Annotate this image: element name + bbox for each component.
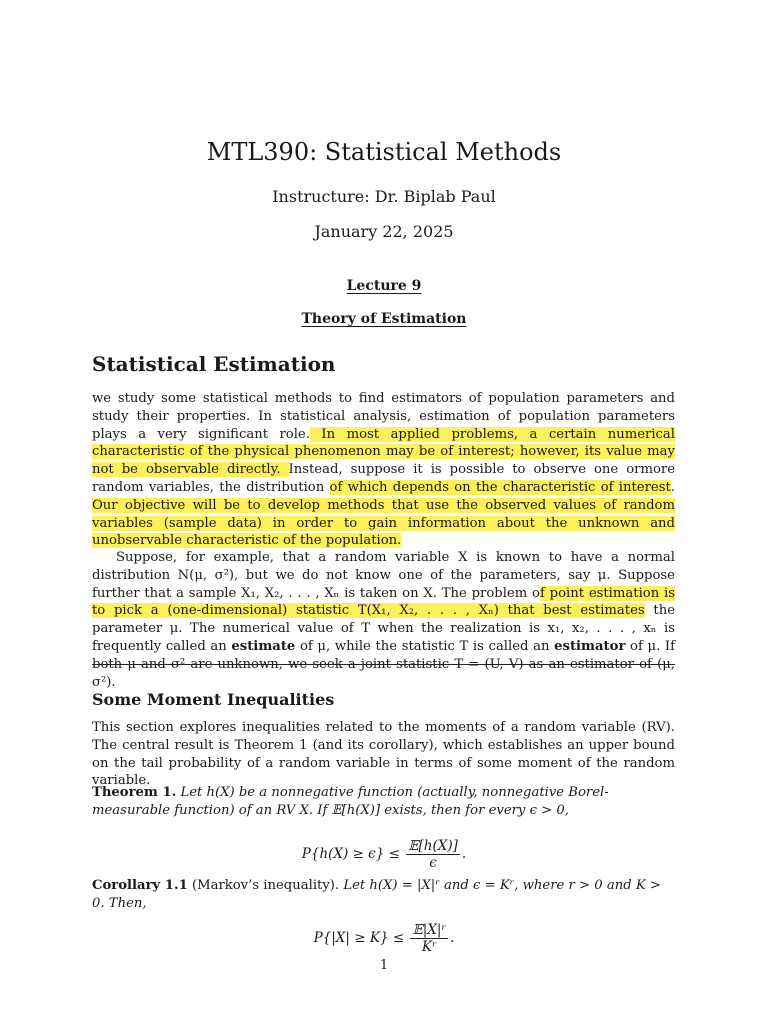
paragraph-text: we study some statistical methods to find estimators of population parameters and study their properties. In statistical analysis, estimation of population parameters plays a very significant role. — [92, 391, 675, 442]
horizontal-rule — [92, 664, 675, 665]
highlight: In most applied problems, a certain numerical characteristic of the physical phenomenon may be of interest; however, its value may not be observable directly. — [92, 426, 675, 478]
equation-fraction — [406, 838, 460, 871]
fraction-denominator: ϵ — [429, 855, 437, 871]
equation-end: . — [450, 930, 455, 946]
highlight: of which depends on the characteristic of interest — [329, 479, 671, 495]
highlight: Our objective will be to develop methods that use the observed values of random variables (sample data) in order to gain information about the unknown and unobservable characteristic of the population. — [92, 497, 675, 549]
fraction-numerator: 𝔼|X|ʳ — [412, 922, 447, 938]
highlight: f point estimation is to pick a (one-dimensional) statistic T(X₁, X₂, . . . , Xₙ) that best estimates — [92, 585, 675, 619]
paragraph-intro — [92, 390, 675, 550]
author-line: Instructure: Dr. Biplab Paul — [272, 187, 496, 206]
paragraph-example — [92, 549, 675, 691]
lecture-label — [0, 278, 768, 294]
corollary-text: Let h(X) = |X|ʳ and ϵ = Kʳ, where r > 0 and K > 0. Then, — [92, 878, 661, 911]
paragraph-text: the parameter μ. The numerical value of T when the realization is x₁, x₂, . . . , xₙ is frequently called an — [92, 603, 675, 654]
equation-fraction — [410, 922, 448, 955]
document-title: MTL390: Statistical Methods — [206, 138, 562, 166]
theorem-text: Let h(X) be a nonnegative function (actually, nonnegative Borel-measurable function) of an RV X. If 𝔼[h(X)] exists, then for every ϵ > 0, — [92, 785, 609, 818]
section-heading-statistical-estimation: Statistical Estimation — [92, 352, 336, 376]
date-line: January 22, 2025 — [314, 222, 454, 241]
section-heading-moment-inequalities: Some Moment Inequalities — [92, 690, 335, 709]
topic-label-text: Theory of Estimation — [301, 311, 467, 327]
term-estimate: estimate — [231, 638, 296, 654]
equation-markov — [0, 922, 768, 955]
paragraph-text: of μ, while the statistic T is called an — [295, 638, 555, 654]
term-estimator: estimator — [554, 638, 626, 654]
corollary-1-1 — [92, 877, 675, 913]
paragraph-moments-intro: This section explores inequalities related to the moments of a random variable (RV). The central result is Theorem 1 (and its corollary), which establishes an upper bound on the tail probability of a random variable in terms of some moment of the random variable. — [92, 720, 675, 789]
fraction-denominator: Kʳ — [421, 939, 437, 955]
topic-label — [0, 311, 768, 327]
corollary-label: Corollary 1.1 — [92, 878, 188, 893]
paragraph-text: Instead, suppose it is possible to observe one ormore random variables, the distribution — [92, 462, 675, 495]
theorem-1 — [92, 784, 675, 820]
page-number: 1 — [379, 958, 389, 973]
paragraph-text: Suppose, for example, that a random variable X is known to have a normal distribution N(μ, σ²), but we do not know one of the parameters, say μ. Suppose further that a sample X₁, X₂, . . . , Xₙ is taken on X. The problem o — [92, 550, 675, 601]
corollary-note: (Markov’s inequality). — [187, 878, 340, 893]
equation-lhs: P{h(X) ≥ ϵ} ≤ — [301, 846, 400, 862]
paragraph-text: of μ. If both μ and σ² are unknown, we seek a joint statistic T = (U, V) as an estimator of (μ, σ²). — [92, 638, 675, 690]
equation-end: . — [461, 846, 467, 862]
lecture-label-text: Lecture 9 — [346, 278, 422, 294]
equation-theorem-1 — [0, 838, 768, 871]
paragraph-text: . — [670, 479, 675, 495]
equation-lhs: P{|X| ≥ K} ≤ — [313, 930, 405, 946]
fraction-numerator: 𝔼[h(X)] — [408, 838, 458, 854]
theorem-label: Theorem 1. — [92, 785, 177, 800]
